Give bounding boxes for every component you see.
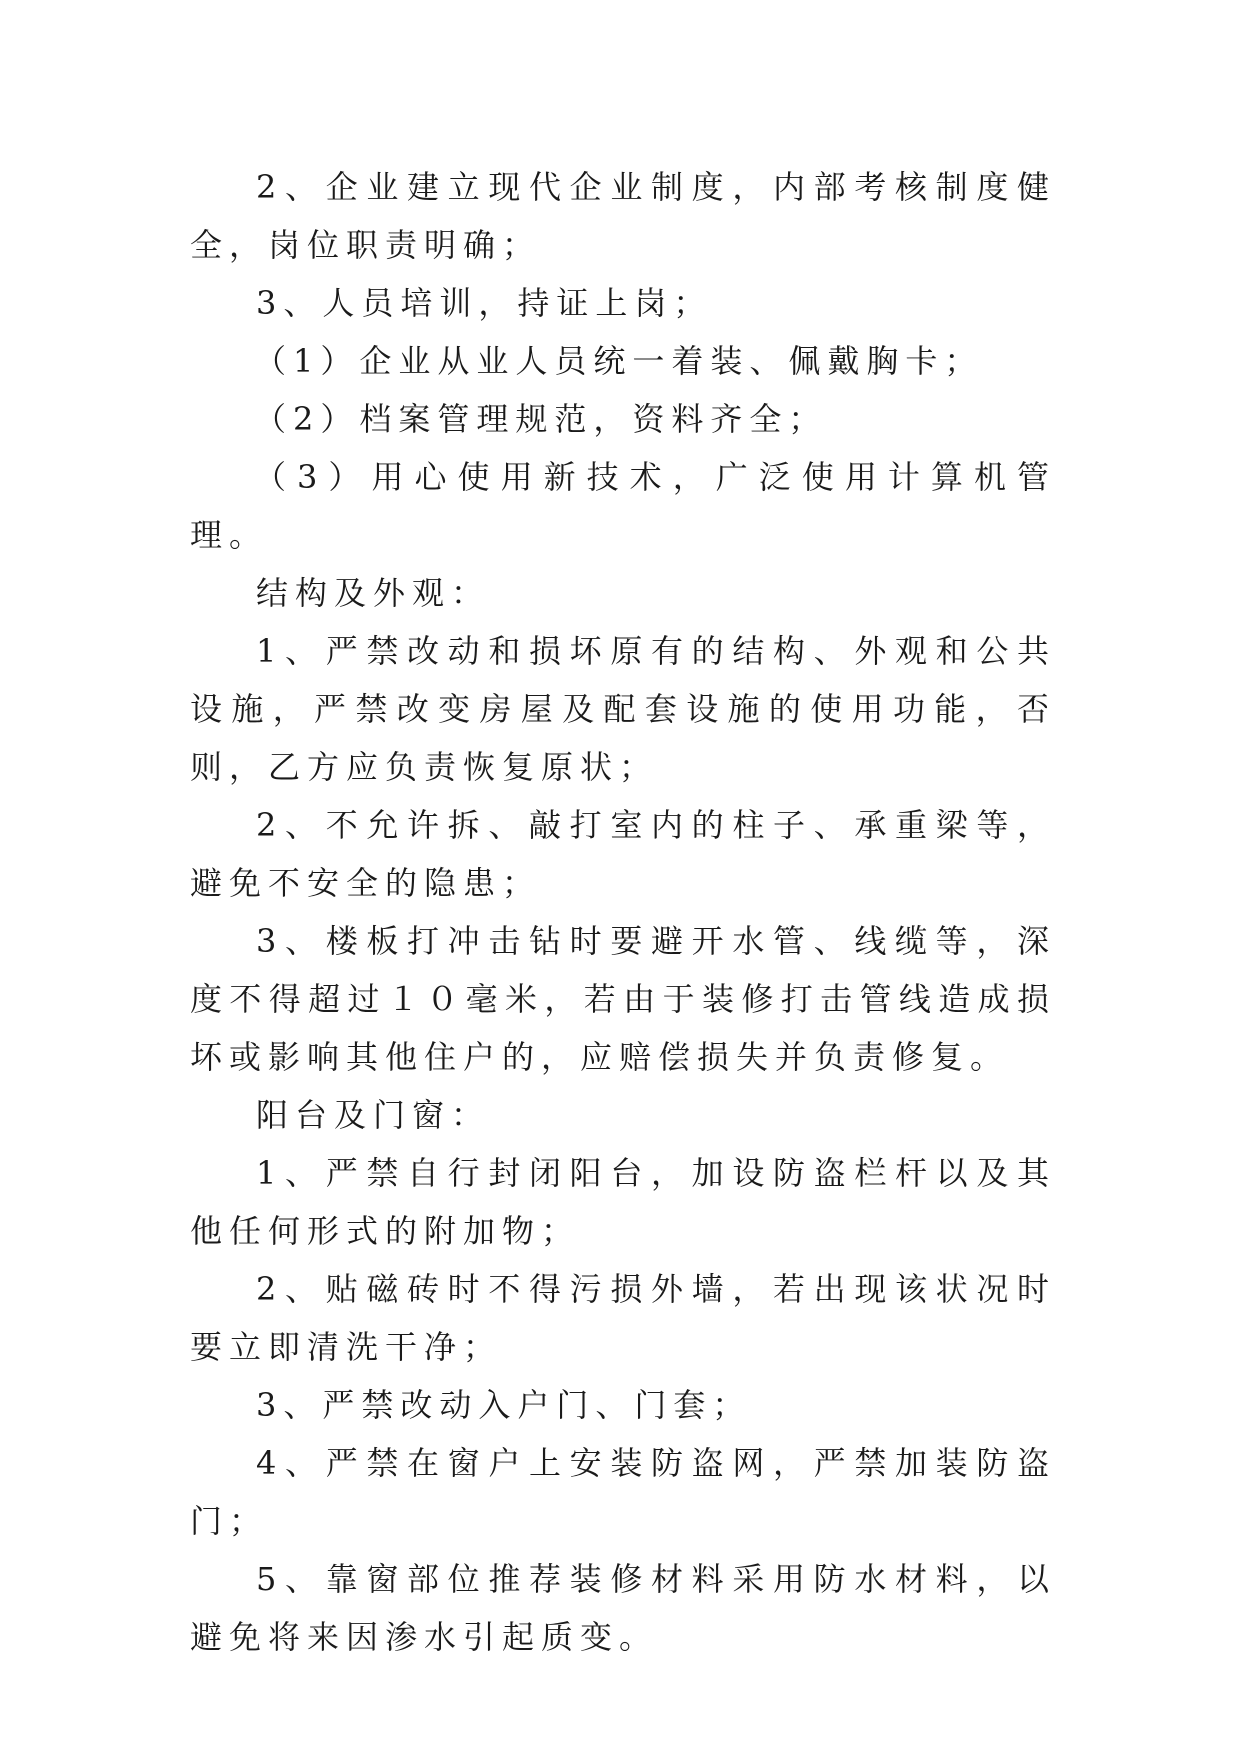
section-heading-balcony: 阳台及门窗：	[256, 1096, 491, 1134]
section-heading-structure: 结构及外观：	[256, 574, 491, 612]
paragraph-balcony-2: 2、贴磁砖时不得污损外墙，若出现该状况时要立即清洗干净；	[190, 1270, 1056, 1366]
paragraph-balcony-5: 5、靠窗部位推荐装修材料采用防水材料，以避免将来因渗水引起质变。	[190, 1560, 1056, 1656]
paragraph-subitem-1-uniform: （1）企业从业人员统一着装、佩戴胸卡；	[254, 342, 984, 380]
paragraph-structure-3: 3、楼板打冲击钻时要避开水管、线缆等，深度不得超过１０毫米，若由于装修打击管线造成损坏或影响其他住户的，应赔偿损失并负责修复。	[190, 922, 1056, 1076]
paragraph-structure-2: 2、不允许拆、敲打室内的柱子、承重梁等，避免不安全的隐患；	[190, 806, 1056, 902]
paragraph-balcony-1: 1、严禁自行封闭阳台，加设防盗栏杆以及其他任何形式的附加物；	[190, 1154, 1056, 1250]
paragraph-structure-1: 1、严禁改动和损坏原有的结构、外观和公共设施，严禁改变房屋及配套设施的使用功能，否则，乙方应负责恢复原状；	[190, 632, 1056, 786]
paragraph-balcony-3: 3、严禁改动入户门、门套；	[256, 1386, 752, 1424]
paragraph-item-2-system: 2、企业建立现代企业制度，内部考核制度健全，岗位职责明确；	[190, 168, 1056, 264]
paragraph-subitem-3-technology: （3）用心使用新技术，广泛使用计算机管理。	[190, 458, 1056, 554]
paragraph-subitem-2-archives: （2）档案管理规范，资料齐全；	[254, 400, 828, 438]
document-body	[190, 158, 1056, 1666]
paragraph-item-3-training: 3、人员培训，持证上岗；	[256, 284, 713, 322]
paragraph-balcony-4: 4、严禁在窗户上安装防盗网，严禁加装防盗门；	[190, 1444, 1056, 1540]
